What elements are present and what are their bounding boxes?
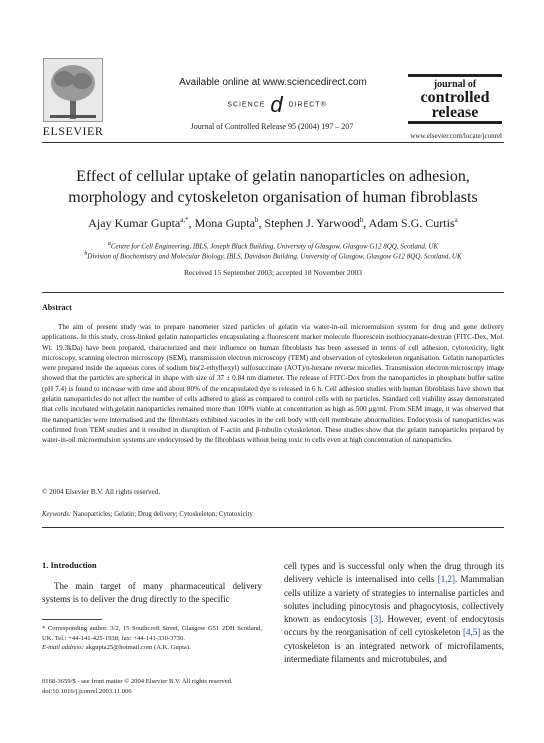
footnote-email-label: E-mail address: — [42, 644, 85, 651]
intro-right-text-2: . Mammalian cells utilize a variety of strategies to internalise particles and solutes including pinocytosis and phagocytosis, collectively known as endocytosis — [284, 574, 504, 625]
elsevier-logo — [42, 58, 104, 138]
author-name[interactable]: Adam S.G. Curtis — [368, 216, 455, 230]
keywords-text: Nanoparticles; Gelatin; Drug delivery; Cytoskeleton; Cytotoxicity — [72, 511, 253, 518]
author-name[interactable]: Stephen J. Yarwood — [264, 216, 360, 230]
footnote-text: * Corresponding author. 3/2, 15 Southcroft Street, Glasgow G51 2DH Scotland, UK. Tel.: +44-141-425-1938; fax: +44-141-330-3730. — [42, 625, 262, 642]
intro-left-column: The main target of many pharmaceutical delivery systems is to deliver the drug directly to the specific — [42, 581, 262, 605]
abstract-body: The aim of present study was to prepare nanometer sized particles of gelatin via water-in-oil microemulsion system for drug and gene delivery applications. In this study, cross-linked gelatin nanoparticles encapsulating a fluorescent marker molecule fluorescein isothiocyanate-dextran (FITC-Dex, Mol. Wt. 19.3kDa) have been prepared, characterized and their influence on human fibroblasts has been assessed in terms of cell adhesion, cytotoxicity, light microscopy, scanning electron microscopy (SEM), transmission electron microscopy (TEM) and observation of cytoskeleton organisation. Gelatin nanoparticles were prepared inside the aqueous cores of sodium bis(2-ethylhexyl) sulfosuccinate (AOT)/n-hexane reverse micelles. Transmission electron microscopy image showed that the particles are spherical in shape with size of 37 ± 0.84 nm diameter. The release of FITC-Dex from the nanoparticles in phosphate buffer saline (pH 7.4) is found to increase with time and about 80% of the encapsulated dye is released in 6 h. Cell adhesion studies with human fibroblasts have shown that gelatin nanoparticles do not affect the number of cells adhered to glass as compared to control cells with no particles. Standard cell viability assay demonstrated that cells incubated with gelatin nanoparticles remained more than 100% viable at concentration as high as 500 μg/ml. From SEM image, it was observed that the nanoparticles were internalised and the fibroblasts exhibited vacuoles in the cell body with cell membrane abnormalities. Endocytosis of nanoparticles was confirmed from TEM studies and it resulted in disruption of F-actin and β-tubulin cytoskeleton. These studies show that the gelatin nanoparticles prepared by water-in-oil microemulsion systems are endocytosed by the fibroblasts without being toxic to cells even at high concentration of nanoparticles. — [42, 323, 504, 445]
footnote-email[interactable]: akgupta25@hotmail.com (A.K. Gupta). — [85, 644, 191, 651]
section-heading-introduction: 1. Introduction — [42, 560, 97, 570]
intro-right-text-3: . However, event of endocytosis occurs by the reorganisation of cell cytoskeleton — [284, 614, 505, 638]
abstract-top-rule — [42, 292, 504, 293]
author-separator: , — [363, 216, 369, 230]
header-rule — [42, 142, 504, 143]
journal-citation: Journal of Controlled Release 95 (2004) 197 – 207 — [190, 122, 354, 131]
title-line-2: morphology and cytoskeleton organisation of human fibroblasts — [68, 189, 478, 206]
available-online-text[interactable]: Available online at www.sciencedirect.com — [179, 77, 367, 88]
sd-at-icon: d — [270, 92, 284, 117]
affiliation-b-marker: b — [84, 251, 88, 257]
abstract-copyright: © 2004 Elsevier B.V. All rights reserved. — [42, 488, 161, 496]
affiliation-a — [42, 241, 504, 250]
abstract-bottom-rule — [42, 527, 504, 528]
citation-link-2[interactable]: [3] — [370, 614, 382, 625]
sciencedirect-logo — [192, 92, 362, 118]
affiliation-b — [42, 251, 504, 260]
journal-logo-line1: journal of — [433, 79, 477, 90]
doi-line[interactable]: doi:10.1016/j.jconrel.2003.11.006 — [42, 687, 132, 695]
author-affiliation-marker: a — [454, 216, 458, 224]
elsevier-tree-icon — [43, 58, 103, 122]
affiliation-a-text: Centre for Cell Engineering, IBLS, Joseph Black Building, University of Glasgow, Glasgow G12 8QQ, Scotland, UK — [110, 242, 439, 251]
keywords-label: Keywords: — [42, 511, 72, 518]
journal-logo-line2: controlled — [420, 89, 490, 106]
affiliation-b-text: Division of Biochemistry and Molecular Biology, IBLS, Davidson Building, University of Glasgow, Glasgow G12 8QQ, Scotland, UK — [87, 252, 462, 261]
keywords — [42, 511, 253, 518]
received-dates: Received 15 September 2003; accepted 18 November 2003 — [183, 268, 363, 277]
author-name[interactable]: Ajay Kumar Gupta — [88, 216, 181, 230]
issn-line: 0168-3659/$ - see front matter © 2004 Elsevier B.V. All rights reserved. — [42, 678, 233, 685]
journal-url[interactable]: www.elsevier.com/locate/jconrel — [410, 132, 502, 140]
citation-link-1[interactable]: [1,2] — [437, 574, 455, 585]
title-line-1: Effect of cellular uptake of gelatin nanoparticles on adhesion, — [76, 168, 470, 185]
article-title — [42, 166, 504, 208]
affiliation-a-marker: a — [107, 241, 111, 247]
page-bottom-meta — [42, 677, 233, 696]
citation-link-3[interactable]: [4,5] — [463, 627, 481, 638]
author-list — [42, 216, 504, 231]
intro-right-column — [284, 560, 504, 666]
journal-logo — [408, 74, 502, 124]
sd-left: SCIENCE — [227, 101, 266, 109]
intro-right-text-4: as the cytoskeleton is an integrated network of microfilaments, intermediate filaments and microtubules, and — [284, 627, 505, 665]
author-affiliation-marker: b — [359, 216, 364, 224]
abstract-heading: Abstract — [42, 303, 72, 312]
footnote-rule — [42, 619, 102, 620]
author-affiliation-marker: a,* — [180, 216, 189, 224]
author-separator: , — [188, 216, 195, 230]
journal-logo-line3: release — [431, 104, 479, 121]
sd-right: DIRECT® — [288, 101, 327, 109]
author-affiliation-marker: b — [254, 216, 259, 224]
corresponding-author-footnote — [42, 624, 262, 653]
author-separator: , — [258, 216, 265, 230]
intro-right-text-1: cell types and is successful only when the drug through its delivery vehicle is internalised into cells — [284, 561, 504, 585]
publisher-name: ELSEVIER — [42, 124, 104, 138]
author-name[interactable]: Mona Gupta — [194, 216, 255, 230]
